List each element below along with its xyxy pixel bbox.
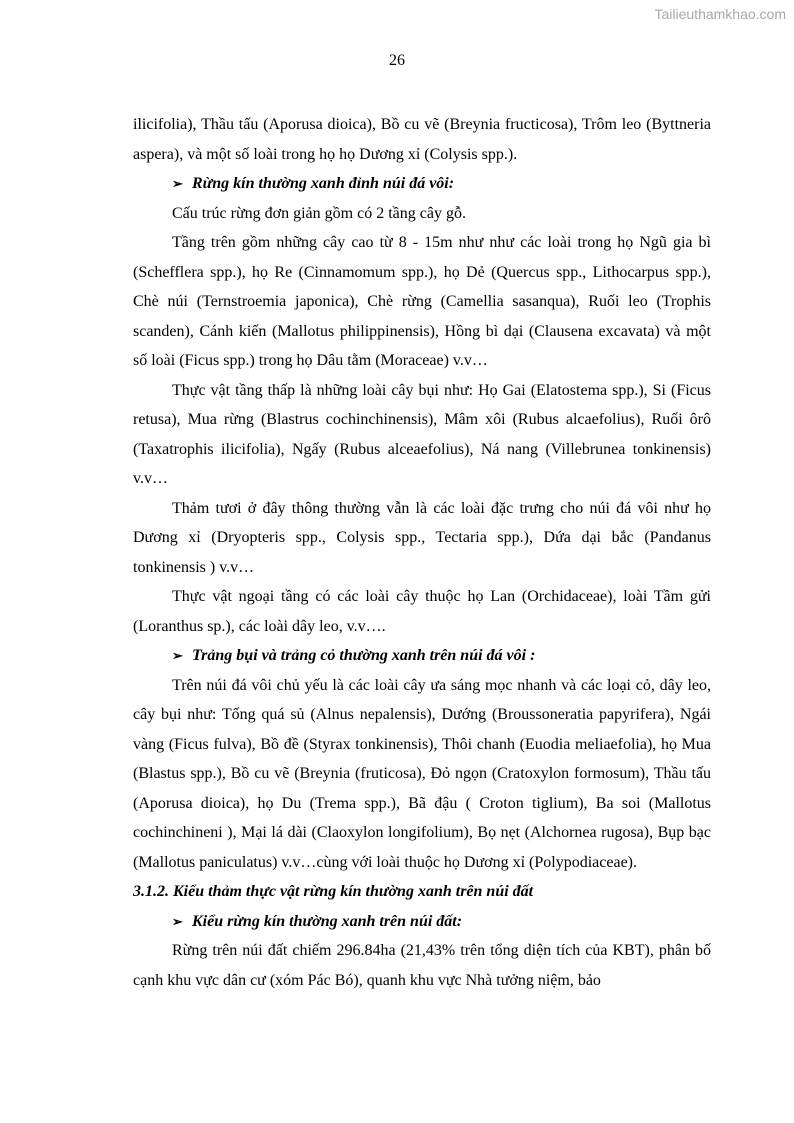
arrow-bullet-icon: ➢ bbox=[172, 913, 183, 929]
heading-earth-mountain-forest bbox=[133, 907, 711, 937]
heading-text: Kiểu rừng kín thường xanh trên núi đất: bbox=[192, 912, 463, 930]
arrow-bullet-icon: ➢ bbox=[172, 176, 183, 191]
heading-limestone-peak-forest bbox=[133, 169, 711, 199]
heading-text: Rừng kín thường xanh đỉnh núi đá vôi: bbox=[192, 175, 455, 192]
heading-text: Trảng bụi và trảng cỏ thường xanh trên núi đá vôi : bbox=[192, 647, 536, 664]
paragraph-3: Tầng trên gồm những cây cao từ 8 - 15m như như các loài trong họ Ngũ gia bì (Schefflera spp.), họ Re (Cinnamomum spp.), họ Dẻ (Quercus spp., Lithocarpus spp.), Chè núi (Ternstroemia japonica), Chè rừng (Camellia sasanqua), Ruối leo (Trophis scanden), Cánh kiến (Mallotus philippinensis), Hồng bì dại (Clausena excavata) và một số loài (Ficus spp.) trong họ Dâu tằm (Moraceae) v.v… bbox=[133, 234, 711, 369]
page-body bbox=[133, 110, 711, 995]
arrow-bullet-icon: ➢ bbox=[172, 648, 183, 663]
paragraph-8: Rừng trên núi đất chiếm 296.84ha (21,43% trên tổng diện tích của KBT), phân bố cạnh khu vực dân cư (xóm Pác Bó), quanh khu vực Nhà tưởng niệm, bảo bbox=[133, 942, 711, 989]
paragraph-7: Trên núi đá vôi chủ yếu là các loài cây ưa sáng mọc nhanh và các loại cỏ, dây leo, cây bụi như: Tống quá sủ (Alnus nepalensis), Dướng (Broussoneratia papyrifera), Ngái vàng (Ficus fulva), Bồ đề (Styrax tonkinensis), Thôi chanh (Euodia meliaefolia), họ Mua (Blastus spp.), Bồ cu vẽ (Breynia (fruticosa), Đỏ ngọn (Cratoxylon formosum), Thầu tấu (Aporusa dioica), họ Du (Trema spp.), Bã đậu ( Croton tiglium), Ba soi (Mallotus cochinchineni ), Mại lá dài (Claoxylon longifolium), Bọ nẹt (Alchornea rugosa), Bụp bạc (Mallotus paniculatus) v.v…cùng với loài thuộc họ Dương xỉ (Polypodiaceae). bbox=[133, 676, 711, 871]
page-number: 26 bbox=[389, 52, 405, 69]
heading-shrub-grassland bbox=[133, 641, 711, 671]
paragraph-5: Thảm tươi ở đây thông thường vẫn là các loài đặc trưng cho núi đá vôi như họ Dương xỉ (Dryopteris spp., Colysis spp., Tectaria spp.), Dứa dại bắc (Pandanus tonkinensis ) v.v… bbox=[133, 499, 711, 576]
section-heading-3-1-2: 3.1.2. Kiểu thảm thực vật rừng kín thường xanh trên núi đất bbox=[133, 883, 534, 900]
paragraph-6: Thực vật ngoại tầng có các loài cây thuộc họ Lan (Orchidaceae), loài Tầm gửi (Loranthus sp.), các loài dây leo, v.v…. bbox=[133, 588, 711, 635]
watermark: Tailieuthamkhao.com bbox=[654, 6, 786, 22]
paragraph-4: Thực vật tầng thấp là những loài cây bụi như: Họ Gai (Elatostema spp.), Si (Ficus retusa), Mua rừng (Blastrus cochinchinensis), Mâm xôi (Rubus alcaefolius), Ruối ôrô (Taxatrophis ilicifolia), Ngấy (Rubus alceaefolius), Ná nang (Villebrunea tonkinensis) v.v… bbox=[133, 381, 711, 487]
paragraph-1: ilicifolia), Thầu tấu (Aporusa dioica), Bồ cu vẽ (Breynia fructicosa), Trôm leo (Byttneria aspera), và một số loài trong họ họ Dương xỉ (Colysis spp.). bbox=[133, 116, 711, 163]
paragraph-2: Cấu trúc rừng đơn giản gồm có 2 tầng cây gỗ. bbox=[172, 204, 466, 222]
